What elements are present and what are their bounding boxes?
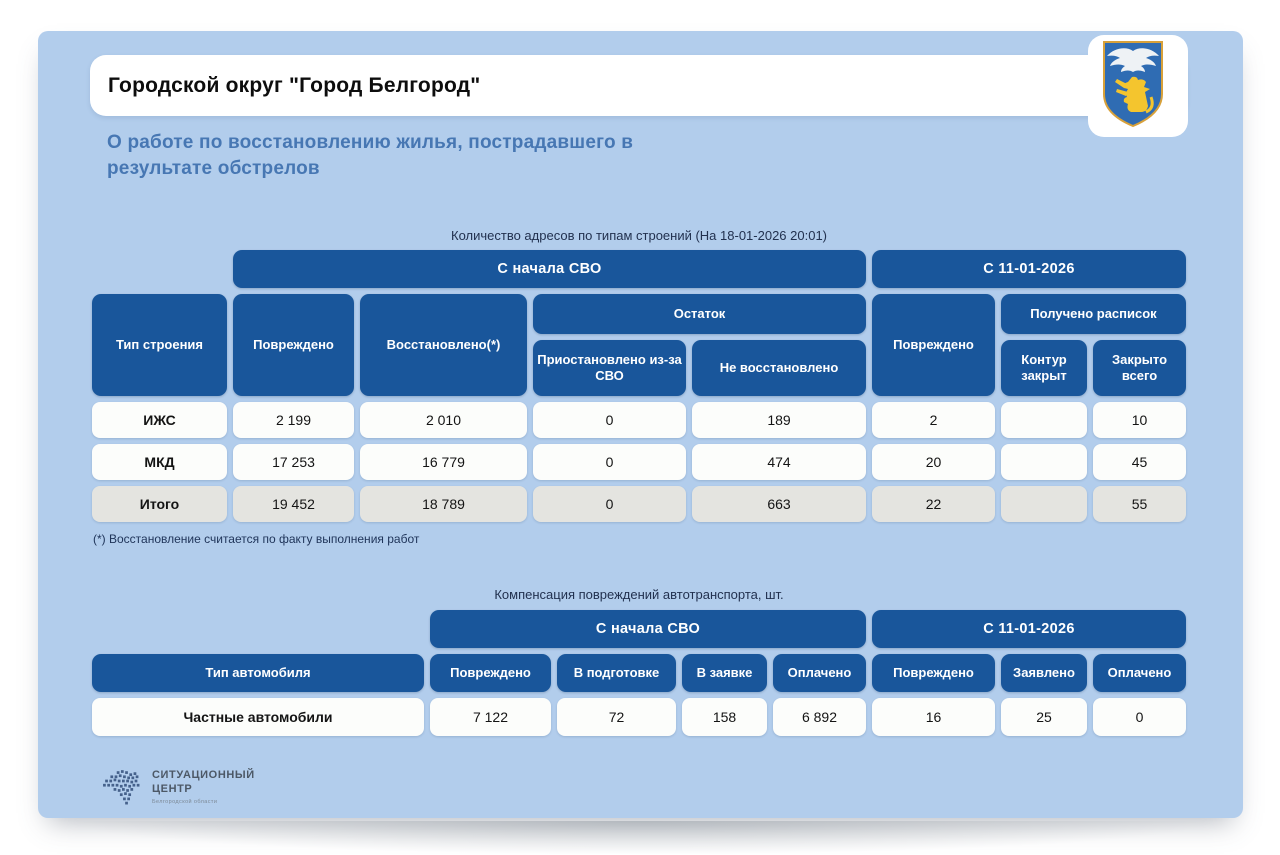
t2-col-declared: Заявлено <box>1001 654 1087 692</box>
table1-footnote: (*) Восстановление считается по факту выполнения работ <box>93 532 420 546</box>
table-cell: 72 <box>557 698 676 736</box>
table-cell: 16 <box>872 698 995 736</box>
logo-text-line1: СИТУАЦИОННЫЙ <box>152 769 255 781</box>
table-cell: 16 779 <box>360 444 527 480</box>
table-cell: 2 <box>872 402 995 438</box>
table-cell: 6 892 <box>773 698 866 736</box>
table-cell-empty <box>1001 444 1087 480</box>
table-cell: 663 <box>692 486 866 522</box>
t1-row-izhs-label: ИЖС <box>92 402 227 438</box>
t2-col-type: Тип автомобиля <box>92 654 424 692</box>
table-cell: 55 <box>1093 486 1186 522</box>
t1-group-receipts: Получено расписок <box>1001 294 1186 334</box>
t1-row-mkd-label: МКД <box>92 444 227 480</box>
t1-col-not-restored: Не восстановлено <box>692 340 866 396</box>
t2-col-damaged2: Повреждено <box>872 654 995 692</box>
t1-col-suspended: Приостановлено из-за СВО <box>533 340 686 396</box>
table-cell: 0 <box>533 402 686 438</box>
table-cell-empty <box>1001 486 1087 522</box>
table-cell: 18 789 <box>360 486 527 522</box>
belgorod-coat-of-arms-icon <box>1100 38 1166 130</box>
table-cell: 474 <box>692 444 866 480</box>
table-cell: 7 122 <box>430 698 551 736</box>
table-cell: 2 010 <box>360 402 527 438</box>
logo-text-line2: ЦЕНТР <box>152 782 193 795</box>
table2-title: Компенсация повреждений автотранспорта, шт. <box>494 587 784 602</box>
t1-col-closed-total: Закрыто всего <box>1093 340 1186 396</box>
table-cell: 10 <box>1093 402 1186 438</box>
table-cell-empty <box>1001 402 1087 438</box>
table-cell: 189 <box>692 402 866 438</box>
t1-col-type: Тип строения <box>92 294 227 396</box>
table-cell: 19 452 <box>233 486 354 522</box>
t1-col-damaged2: Повреждено <box>872 294 995 396</box>
vehicles-table <box>92 610 1186 736</box>
table-cell: 2 199 <box>233 402 354 438</box>
table-cell: 20 <box>872 444 995 480</box>
t1-col-damaged: Повреждено <box>233 294 354 396</box>
table-cell: 0 <box>533 486 686 522</box>
table-cell: 158 <box>682 698 767 736</box>
table-cell: 0 <box>1093 698 1186 736</box>
situation-center-logo <box>102 769 255 805</box>
title-bar <box>90 55 1187 116</box>
table-cell: 0 <box>533 444 686 480</box>
t2-band-since-svo: С начала СВО <box>430 610 866 648</box>
t2-band-since-date: С 11-01-2026 <box>872 610 1186 648</box>
t1-row-total-label: Итого <box>92 486 227 522</box>
t1-band-since-date: С 11-01-2026 <box>872 250 1186 288</box>
table-cell: 22 <box>872 486 995 522</box>
t1-group-remainder: Остаток <box>533 294 866 334</box>
t2-col-paid: Оплачено <box>773 654 866 692</box>
table-cell: 45 <box>1093 444 1186 480</box>
t2-col-damaged: Повреждено <box>430 654 551 692</box>
region-map-icon <box>102 769 142 805</box>
t2-col-in-request: В заявке <box>682 654 767 692</box>
t2-row-private-cars-label: Частные автомобили <box>92 698 424 736</box>
slide-subtitle: О работе по восстановлению жилья, пострадавшего в результате обстрелов <box>107 132 634 180</box>
table-cell: 17 253 <box>233 444 354 480</box>
t2-col-paid2: Оплачено <box>1093 654 1186 692</box>
t2-col-in-preparation: В подготовке <box>557 654 676 692</box>
table-cell: 25 <box>1001 698 1087 736</box>
table1-title: Количество адресов по типам строений (На 18-01-2026 20:01) <box>451 228 827 243</box>
page-title: Городской округ "Город Белгород" <box>108 73 481 97</box>
logo-text-subline: Белгородской области <box>152 798 218 805</box>
t1-col-contour-closed: Контур закрыт <box>1001 340 1087 396</box>
t1-col-restored: Восстановлено(*) <box>360 294 527 396</box>
slide-card <box>38 31 1243 818</box>
buildings-table <box>92 250 1186 522</box>
t1-band-since-svo: С начала СВО <box>233 250 866 288</box>
